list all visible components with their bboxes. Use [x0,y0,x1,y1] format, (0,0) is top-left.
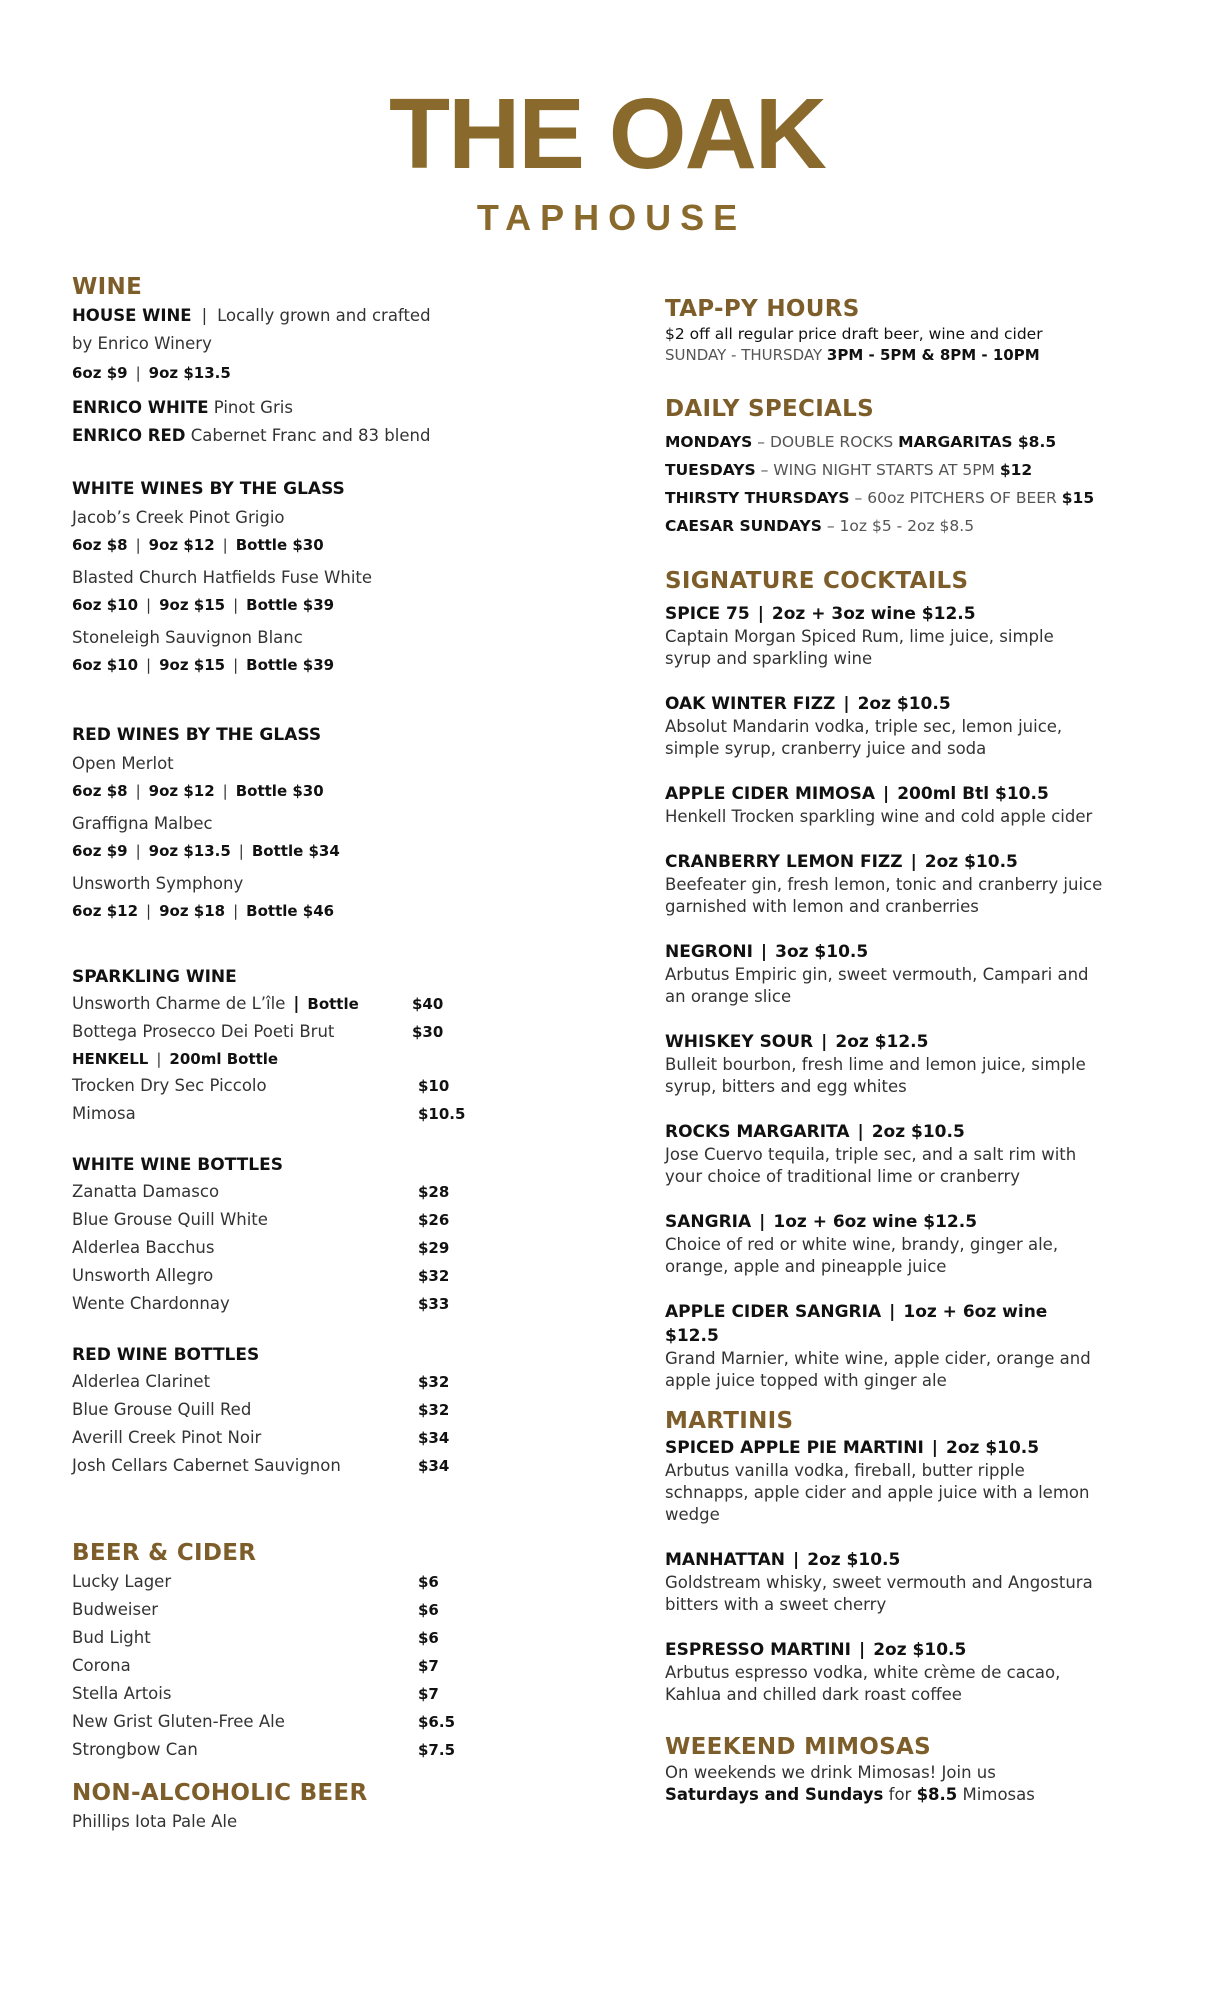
tappy-section [665,294,1105,366]
henkell-size: 200ml Bottle [169,1050,279,1068]
list-item: Alderlea Bacchus $29 [72,1238,450,1257]
wine-title: WINE [72,274,143,300]
wine-name: Mimosa [72,1104,136,1123]
enrico-white-name: ENRICO WHITE [72,398,209,417]
enrico-red-name: ENRICO RED [72,426,186,445]
sparkling-title: SPARKLING WINE [72,967,237,987]
martinis-section [665,1406,1105,1706]
red-glass-item [72,810,532,864]
sparkling-row: Unsworth Charme de L’île | Bottle $40 [72,990,532,1018]
wine-name: Graffigna Malbec [72,814,213,833]
tappy-title: TAP-PY HOURS [665,296,860,322]
enrico-white-desc: Pinot Gris [213,398,293,417]
list-item: TUESDAYS – WING NIGHT STARTS AT 5PM $12 [665,461,1033,479]
white-glass-item [72,624,532,678]
red-bottles-title: RED WINE BOTTLES [72,1345,260,1365]
red-glass-section [72,722,532,924]
daily-section [665,394,1105,540]
wine-name: Stoneleigh Sauvignon Blanc [72,628,303,647]
beer-section [72,1538,532,1764]
list-item: APPLE CIDER SANGRIA | 1oz + 6oz wine $12.5 Grand Marnier, white wine, apple cider, orange and apple juice topped with ginger ale [665,1302,1091,1390]
list-item: APPLE CIDER MIMOSA | 200ml Btl $10.5 Henkell Trocken sparkling wine and cold apple cider [665,784,1093,826]
henkell-name: HENKELL [72,1050,149,1068]
white-glass-item [72,504,532,558]
house-wine-name: HOUSE WINE [72,306,192,325]
list-item: Strongbow Can $7.5 [72,1740,456,1759]
wine-price: $10.5 [418,1105,466,1123]
list-item: Averill Creek Pinot Noir $34 [72,1428,450,1447]
list-item: THIRSTY THURSDAYS – 60oz PITCHERS OF BEER $15 [665,489,1095,507]
wine-name: Blasted Church Hatfields Fuse White [72,568,373,587]
weekend-section [665,1732,1105,1806]
list-item: NEGRONI | 3oz $10.5 Arbutus Empiric gin, sweet vermouth, Campari and an orange slice [665,942,1089,1006]
list-item: CAESAR SUNDAYS – 1oz $5 - 2oz $8.5 [665,517,975,535]
wine-sizes: 6oz $9 | 9oz $13.5 | Bottle $34 [72,842,340,860]
tappy-line-2 [665,345,1105,366]
list-item: Josh Cellars Cabernet Sauvignon $34 [72,1456,450,1475]
non-alc-item: Phillips Iota Pale Ale [72,1812,238,1831]
list-item: Alderlea Clarinet $32 [72,1372,450,1391]
sparkling-row [72,1100,532,1128]
list-item: Bud Light $6 [72,1628,439,1647]
list-item: ESPRESSO MARTINI | 2oz $10.5 Arbutus espresso vodka, white crème de cacao, Kahlua and chilled dark roast coffee [665,1640,1061,1704]
tappy-days: SUNDAY - THURSDAY [665,346,823,364]
wine-size: Bottle [307,995,359,1013]
house-wine-desc-2: by Enrico Winery [72,334,212,353]
non-alc-title: NON-ALCOHOLIC BEER [72,1780,368,1806]
white-bottles-section [72,1152,532,1318]
white-bottles-title: WHITE WINE BOTTLES [72,1155,283,1175]
cocktails-section [665,566,1105,1392]
white-glass-item [72,564,532,618]
wine-price: $40 [412,995,444,1013]
white-glass-section [72,476,532,678]
wine-sizes: 6oz $10 | 9oz $15 | Bottle $39 [72,596,335,614]
house-wine-desc-1: Locally grown and crafted [217,306,431,325]
logo-subtitle: TAPHOUSE [476,197,747,238]
weekend-line-2: Saturdays and Sundays for $8.5 Mimosas [665,1785,1035,1804]
list-item: Blue Grouse Quill White $26 [72,1210,450,1229]
sparkling-row [72,1018,532,1046]
house-wine-sizes: 6oz $9 | 9oz $13.5 [72,364,231,382]
list-item: Wente Chardonnay $33 [72,1294,450,1313]
list-item: ROCKS MARGARITA | 2oz $10.5 Jose Cuervo tequila, triple sec, and a salt rim with your choice of traditional lime or cranberry [665,1122,1077,1186]
list-item: MONDAYS – DOUBLE ROCKS MARGARITAS $8.5 [665,433,1057,451]
logo-title: THE OAK [389,78,825,190]
list-item: Zanatta Damasco $28 [72,1182,450,1201]
weekend-title: WEEKEND MIMOSAS [665,1734,931,1760]
list-item: Budweiser $6 [72,1600,439,1619]
wine-sizes: 6oz $8 | 9oz $12 | Bottle $30 [72,536,324,554]
house-size-2: 9oz $13.5 [148,364,231,382]
red-bottles-section [72,1342,532,1480]
wine-name: Unsworth Symphony [72,874,244,893]
tappy-line-1: $2 off all regular price draft beer, wine and cider [665,325,1043,343]
wine-name: Unsworth Charme de L’île [72,994,286,1013]
list-item: MANHATTAN | 2oz $10.5 Goldstream whisky, sweet vermouth and Angostura bitters with a sweet cherry [665,1550,1093,1614]
red-glass-title: RED WINES BY THE GLASS [72,725,322,745]
non-alc-section [72,1778,532,1836]
wine-name: Open Merlot [72,754,174,773]
list-item: OAK WINTER FIZZ | 2oz $10.5 Absolut Mandarin vodka, triple sec, lemon juice, simple syrup, cranberry juice and soda [665,694,1063,758]
list-item: New Grist Gluten-Free Ale $6.5 [72,1712,456,1731]
list-item: CRANBERRY LEMON FIZZ | 2oz $10.5 Beefeater gin, fresh lemon, tonic and cranberry juice garnished with lemon and cranberries [665,852,1103,916]
beer-title: BEER & CIDER [72,1540,257,1566]
tappy-times: 3PM - 5PM & 8PM - 10PM [826,346,1040,364]
list-item: Stella Artois $7 [72,1684,439,1703]
logo [0,78,1214,238]
house-wine-line: HOUSE WINE | Locally grown and crafted [72,306,431,325]
sparkling-row [72,1072,532,1100]
list-item: WHISKEY SOUR | 2oz $12.5 Bulleit bourbon, fresh lime and lemon juice, simple syrup, bitters and egg whites [665,1032,1086,1096]
list-item: Blue Grouse Quill Red $32 [72,1400,450,1419]
martinis-title: MARTINIS [665,1408,794,1434]
enrico-red-line [72,422,532,450]
wine-name: Bottega Prosecco Dei Poeti Brut [72,1022,335,1041]
enrico-red-desc: Cabernet Franc and 83 blend [190,426,431,445]
wine-name: Jacob’s Creek Pinot Grigio [72,508,285,527]
sparkling-section [72,964,532,1128]
wine-sizes: 6oz $8 | 9oz $12 | Bottle $30 [72,782,324,800]
wine-sizes: 6oz $12 | 9oz $18 | Bottle $46 [72,902,335,920]
wine-sizes: 6oz $10 | 9oz $15 | Bottle $39 [72,656,335,674]
list-item: SPICE 75 | 2oz + 3oz wine $12.5 Captain Morgan Spiced Rum, lime juice, simple syrup and sparkling wine [665,604,1054,668]
red-glass-item [72,870,532,924]
list-item: SPICED APPLE PIE MARTINI | 2oz $10.5 Arbutus vanilla vodka, fireball, butter ripple schnapps, apple cider and apple juice with a lemon wedge [665,1438,1090,1524]
white-glass-title: WHITE WINES BY THE GLASS [72,479,345,499]
wine-price: $10 [418,1077,450,1095]
wine-name: Trocken Dry Sec Piccolo [72,1076,267,1095]
wine-price: $30 [412,1023,444,1041]
list-item: Corona $7 [72,1656,439,1675]
right-column [665,294,1105,1806]
daily-title: DAILY SPECIALS [665,396,874,422]
cocktails-title: SIGNATURE COCKTAILS [665,568,969,594]
red-glass-item [72,750,532,804]
list-item: Lucky Lager $6 [72,1572,439,1591]
wine-section [72,272,532,450]
list-item: SANGRIA | 1oz + 6oz wine $12.5 Choice of red or white wine, brandy, ginger ale, orange, apple and pineapple juice [665,1212,1059,1276]
left-column [72,272,532,1836]
house-size-1: 6oz $9 [72,364,128,382]
henkell-line: HENKELL | 200ml Bottle [72,1050,279,1068]
enrico-white-line [72,394,532,422]
weekend-line-1: On weekends we drink Mimosas! Join us [665,1763,996,1782]
list-item: Unsworth Allegro $32 [72,1266,450,1285]
